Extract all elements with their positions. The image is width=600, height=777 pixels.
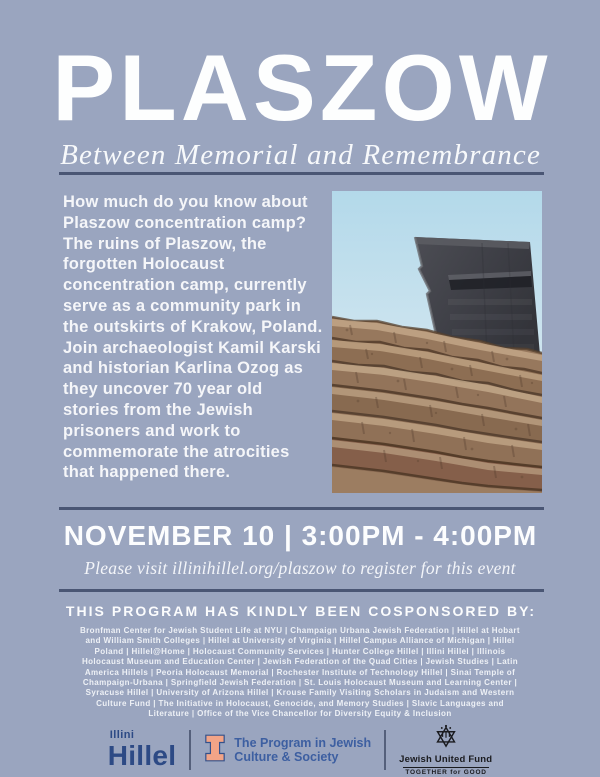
description-line: concentration camp, currently: [63, 276, 307, 295]
juf-rule: [403, 767, 489, 768]
star-of-david-menorah-icon: [435, 724, 457, 753]
cosponsor-line: Champaign-Urbana | Springfield Jewish Federation | St. Louis Holocaust Museum and Learning Center |: [82, 678, 518, 688]
juf-name: Jewish United Fund: [399, 754, 493, 765]
cosponsor-line: America Hillels | Peoria Holocaust Memorial | Rochester Institute of Technology Hillel | Sinai Temple of: [84, 667, 516, 677]
description-line: serve as a community park in: [63, 296, 302, 315]
poster-subtitle: Between Memorial and Remembrance: [60, 139, 541, 171]
page-title: PLASZOW: [52, 35, 552, 140]
description-line: How much do you know about: [63, 193, 308, 211]
divider: [59, 172, 544, 175]
description-line: that happened there.: [63, 463, 231, 482]
description-line: Join archaeologist Kamil Karski: [63, 338, 322, 357]
event-description: [63, 192, 338, 483]
illini-hillel-logo-top: Illini: [109, 729, 135, 741]
description-line: stories from the Jewish: [63, 400, 253, 419]
event-date-time: NOVEMBER 10 | 3:00PM - 4:00PM: [63, 520, 538, 551]
logo-divider: [189, 730, 191, 770]
divider: [59, 589, 544, 592]
description-line: Plaszow concentration camp?: [63, 213, 307, 232]
juf-tagline: TOGETHER for GOOD: [405, 769, 487, 776]
cosponsor-line: Holocaust Museum and Education Center | Jewish Federation of the Quad Cities | Jewish Studies | Latin: [81, 657, 519, 667]
description-line: The ruins of Plaszow, the: [63, 234, 267, 253]
description-line: forgotten Holocaust: [63, 255, 225, 274]
sponsor-logos: [0, 727, 600, 776]
registration-info: Please visit illinihillel.org/plaszow to register for this event: [84, 558, 516, 578]
description-line: and historian Karlina Ozog as: [63, 359, 304, 378]
illini-hillel-logo: [108, 730, 177, 770]
jewish-culture-program-logo: [204, 733, 371, 768]
divider: [59, 507, 544, 510]
illini-hillel-logo-name: Hillel: [107, 740, 177, 771]
jewish-united-fund-logo: [399, 724, 492, 776]
cosponsors-list: [20, 626, 580, 720]
cosponsor-line: Bronfman Center for Jewish Student Life at NYU | Champaign Urbana Jewish Federation | Hillel at Hobart: [79, 626, 520, 635]
description-line: prisoners and work to: [63, 421, 241, 440]
cosponsor-line: Syracuse Hillel | University of Arizona Hillel | Krouse Family Visiting Scholars in Judaism and Western: [85, 688, 515, 698]
cosponsor-line: and William Smith Colleges | Hillel at University of Virginia | Hillel Campus Alliance of Michigan | Hillel: [85, 636, 515, 646]
description-line: the outskirts of Krakow, Poland.: [63, 317, 323, 336]
memorial-photo: [332, 191, 542, 493]
program-name-line: Culture & Society: [234, 750, 339, 764]
cosponsor-line: Literature | Office of the Vice Chancellor for Diversity Equity & Inclusion: [148, 709, 452, 719]
description-line: they uncover 70 year old: [63, 380, 263, 399]
logo-divider: [384, 730, 386, 770]
cosponsor-line: Culture Fund | The Initiative in Holocaust, Genocide, and Memory Studies | Slavic Languages and: [96, 698, 504, 708]
program-name-line: The Program in Jewish: [234, 735, 372, 750]
cosponsor-line: Poland | Hillel@Home | Holocaust Community Services | Hunter College Hillel | Illini Hillel | Illinois: [94, 646, 506, 656]
cosponsors-heading: THIS PROGRAM HAS KINDLY BEEN COSPONSORED BY:: [65, 603, 537, 619]
description-line: commemorate the atrocities: [63, 442, 290, 461]
program-name: [234, 736, 371, 765]
illinois-block-i-icon: [204, 733, 226, 768]
